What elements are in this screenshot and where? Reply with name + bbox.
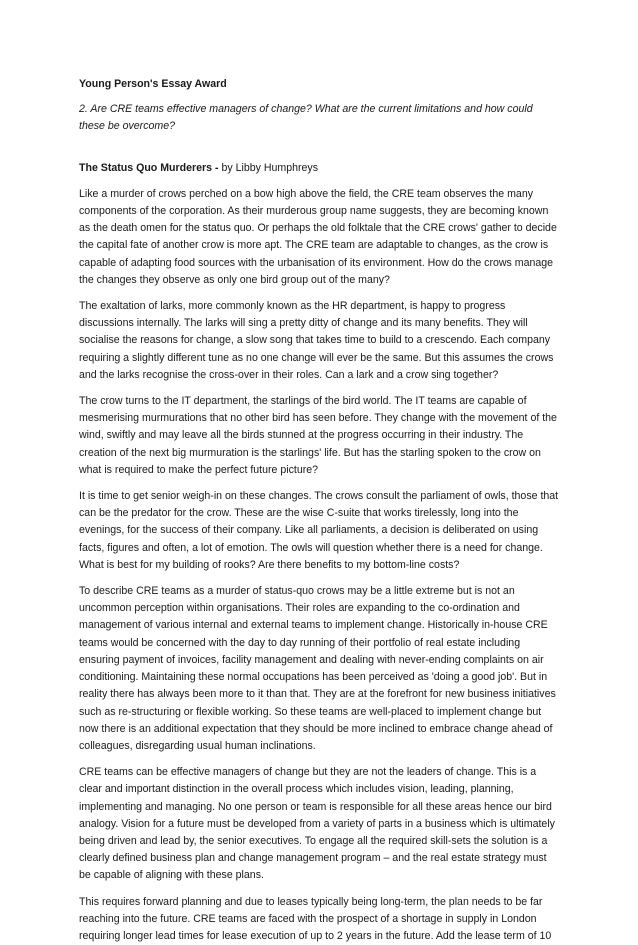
paragraph: CRE teams can be effective managers of change but they are not the leaders of change. This is a clear and important distinction in the overall process which includes vision, leading, planning, implementing and managing. No one person or team is responsible for all these areas hence our bird analogy. Vision for a future must be developed from a variety of parts in a business which is ultimately being driven and lead by, the senior executives. To engage all the required skill-sets the solution is a clearly defined business plan and change management program – and the real estate strategy must be capable of aligning with these plans.: [79, 766, 555, 882]
document-page: [79, 76, 561, 945]
paragraph: Like a murder of crows perched on a bow high above the field, the CRE team observes the many components of the corporation. As their murderous group name suggests, they are becoming known as the death omen for the status quo. Or perhaps the old folktale that the CRE crows' gather to decide the capital fate of another crow is more apt. The CRE team are adaptable to changes, as the crow is capable of adapting food sources with the urbanisation of its environment. How do the crows manage the changes they observe as only one bird group out of the many?: [79, 187, 557, 286]
paragraph: This requires forward planning and due to leases typically being long-term, the plan needs to be far reaching into the future. CRE teams are faced with the prospect of a shortage in supply in London requiring longer lead times for lease execution of up to 2 years in the future. Add the lease term of 10: [79, 895, 552, 942]
paragraph: The crow turns to the IT department, the starlings of the bird world. The IT teams are capable of mesmerising murmurations that no other bird has seen before. They change with the movement of the wind, swiftly and may leave all the birds stunned at the progress occurring in their industry. The creation of the next big murmuration is the starlings' life. But has the starling spoken to the crow on what is required to make the perfect future picture?: [79, 395, 557, 476]
paragraph: It is time to get senior weigh-in on these changes. The crows consult the parliament of owls, those that can be the predator for the crow. These are the wise C-suite that works tirelessly, long into the evenings, for the success of their company. Like all parliaments, a decision is deliberated on using facts, figures and often, a lot of emotion. The owls will question whether there is a need for change. What is best for my building of rooks? Are there benefits to my bottom-line costs?: [79, 490, 559, 571]
essay-byline: by Libby Humphreys: [218, 161, 319, 174]
essay-question: 2. Are CRE teams effective managers of change? What are the current limitations and how could these be overcome?: [79, 103, 533, 133]
essay-heading: [79, 160, 561, 177]
paragraph: The exaltation of larks, more commonly known as the HR department, is happy to progress discussions internally. The larks will sing a pretty ditty of change and its many benefits. They will socialise the reasons for change, a slow song that takes time to build to a crescendo. Each company requiring a slightly different tune as no one change will ever be the same. But this assumes the crows and the larks recognise the cross-over in their roles. Can a lark and a crow sing together?: [79, 300, 554, 381]
essay-body: [79, 186, 561, 945]
award-title: Young Person's Essay Award: [79, 78, 227, 90]
essay-title: The Status Quo Murderers -: [79, 161, 219, 174]
paragraph: To describe CRE teams as a murder of status-quo crows may be a little extreme but is not an uncommon perception within organisations. Their roles are expanding to the co-ordination and management of various internal and external teams to implement change. Historically in-house CRE teams would be concerned with the day to day running of their portfolio of real estate including ensuring payment of invoices, facility management and dealing with never-ending complaints on air conditioning. Maintaining these normal occupations has been perceived as 'doing a good job'. But in reality there has always been more to it than that. They are at the forefront for new business initiatives such as re-structuring or flexible working. So these teams are well-placed to implement change but now there is an additional expectation that they should be more inclined to embrace change ahead of colleagues, disregarding usual human inclinations.: [79, 585, 556, 752]
